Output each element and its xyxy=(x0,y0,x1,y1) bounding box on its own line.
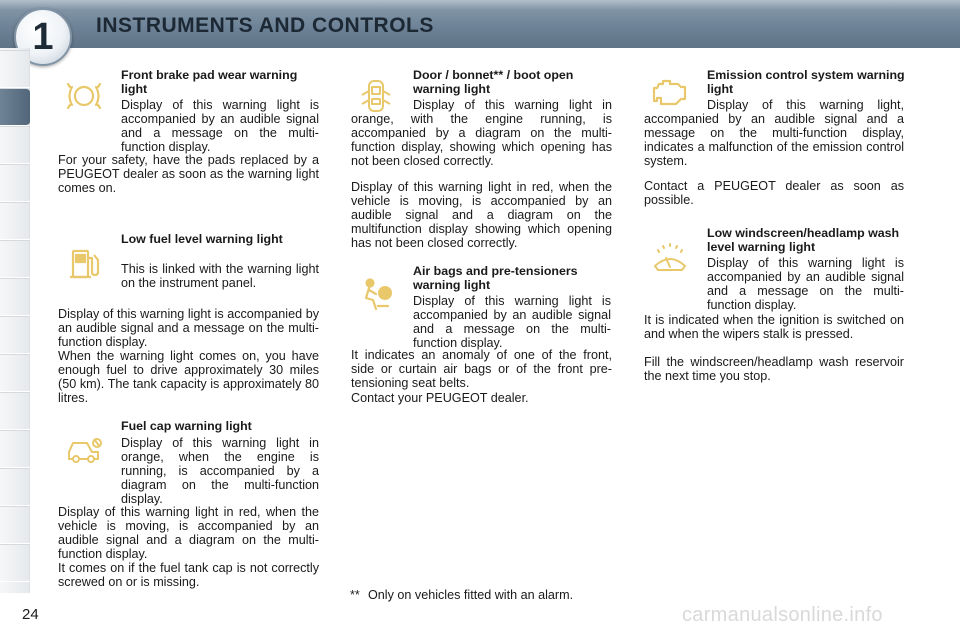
page-title: INSTRUMENTS AND CONTROLS xyxy=(96,14,434,37)
fuel-cap-extra-1: Display of this warning light in red, when the vehicle is moving, is accompanied by an audible signal and a diagram on the multi-function display. xyxy=(58,505,319,561)
chapter-tab[interactable] xyxy=(0,164,30,202)
chapter-tab[interactable] xyxy=(0,240,30,278)
emission-text: Display of this warning light, accompanied by an audible signal and a message on the multi-function display, indicates a malfunction of the emission control system. xyxy=(644,98,904,168)
page-number: 24 xyxy=(22,606,39,623)
chapter-tab[interactable] xyxy=(0,316,30,354)
washer-title xyxy=(707,226,905,254)
low-fuel-text: This is linked with the warning light on the instrument panel. xyxy=(121,262,319,290)
airbags-text: Display of this warning light is accompanied by an audible signal and a message on the multi-function display. xyxy=(413,294,611,350)
emission-title xyxy=(707,68,905,96)
airbags-extra-1: It indicates an anomaly of one of the front, side or curtain air bags or of the front pre-tensioning seat belts. xyxy=(351,348,612,390)
chapter-tab[interactable] xyxy=(0,202,30,240)
section-heading: Air bags and pre-tensioners warning light xyxy=(413,264,578,292)
fuel-pump-icon xyxy=(64,246,104,282)
chapter-tab[interactable] xyxy=(0,50,30,88)
chapter-tab-rail xyxy=(0,48,30,593)
door-open-text: Display of this warning light in orange, with the engine running, is accompanied by a diagram on the multi-function display, showing which opening has not been closed correctly. xyxy=(351,98,612,168)
fuel-cap-car-icon xyxy=(64,430,104,466)
chapter-tab-active[interactable] xyxy=(0,88,30,126)
section-heading: Low fuel level warning light xyxy=(121,232,283,246)
fuel-cap-title xyxy=(121,419,319,433)
airbags-title xyxy=(413,264,611,292)
header-shine xyxy=(0,0,960,10)
chapter-tab[interactable] xyxy=(0,354,30,392)
header-bar xyxy=(0,0,960,48)
low-fuel-extra-2: When the warning light comes on, you have enough fuel to drive approximately 30 miles (50 km). The tank capacity is approximately 80 litres. xyxy=(58,349,319,405)
footnote-text: Only on vehicles fitted with an alarm. xyxy=(368,588,574,602)
washer-text: Display of this warning light is accompanied by an audible signal and a message on the multi-function display. xyxy=(707,256,904,312)
chapter-badge: 1 xyxy=(14,8,72,66)
washer-fluid-icon xyxy=(650,240,690,276)
section-heading: Door / bonnet** / boot open warning light xyxy=(413,68,574,96)
washer-extra-1: It is indicated when the ignition is switched on and when the wipers stalk is pressed. xyxy=(644,313,904,341)
footnote-mark: ** xyxy=(350,588,360,602)
chapter-tab[interactable] xyxy=(0,392,30,430)
door-open-extra: Display of this warning light in red, when the vehicle is moving, is accompanied by an audible signal and a diagram on the multifunction display showing which opening has not been closed correctly. xyxy=(351,180,612,250)
section-heading: Fuel cap warning light xyxy=(121,419,252,433)
low-fuel-title xyxy=(121,232,319,246)
chapter-tab[interactable] xyxy=(0,278,30,316)
watermark: carmanualsonline.info xyxy=(682,604,883,626)
chapter-tab[interactable] xyxy=(0,468,30,506)
washer-extra-2: Fill the windscreen/headlamp wash reservoir the next time you stop. xyxy=(644,355,904,383)
low-fuel-extra-1: Display of this warning light is accompanied by an audible signal and a message on the multi-function display. xyxy=(58,307,319,349)
door-open-title xyxy=(413,68,611,96)
chapter-tab[interactable] xyxy=(0,544,30,582)
brake-pad-warning-icon xyxy=(64,78,104,114)
chapter-tab[interactable] xyxy=(0,126,30,164)
chapter-tab[interactable] xyxy=(0,430,30,468)
fuel-cap-text: Display of this warning light in orange, when the engine is running, is accompanied by a diagram on the multi-function display. xyxy=(121,436,319,506)
fuel-cap-extra-2: It comes on if the fuel tank cap is not correctly screwed on or is missing. xyxy=(58,561,319,589)
emission-extra: Contact a PEUGEOT dealer as soon as possible. xyxy=(644,179,904,207)
chapter-tab[interactable] xyxy=(0,506,30,544)
brake-pad-text: Display of this warning light is accompanied by an audible signal and a message on the multi-function display. xyxy=(121,98,319,154)
section-heading: Emission control system warning light xyxy=(707,68,905,96)
section-heading: Low windscreen/headlamp wash level warning light xyxy=(707,226,900,254)
brake-pad-extra: For your safety, have the pads replaced by a PEUGEOT dealer as soon as the warning light comes on. xyxy=(58,153,319,195)
brake-pad-title xyxy=(121,68,319,96)
airbag-icon xyxy=(356,276,396,312)
section-heading: Front brake pad wear warning light xyxy=(121,68,298,96)
airbags-extra-2: Contact your PEUGEOT dealer. xyxy=(351,391,529,405)
